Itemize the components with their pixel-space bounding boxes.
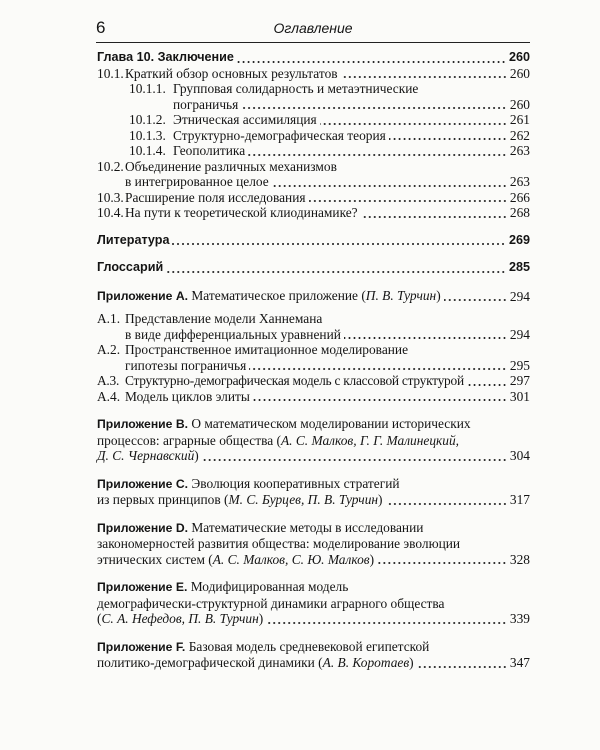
toc-item[interactable]	[97, 159, 530, 190]
item-title: Представление модели Ханнемана	[125, 311, 323, 326]
appendix-title-cont: процессов: аграрные общества (	[97, 432, 281, 448]
toc-literature[interactable]	[97, 233, 530, 249]
appendix-name: Приложение С.	[97, 476, 189, 491]
page-ref: 266	[509, 189, 530, 205]
item-number: 10.1.	[97, 65, 124, 81]
dot-leader	[202, 459, 507, 461]
toc-item[interactable]	[97, 128, 530, 144]
appendix-author: М. С. Бурцев, П. В. Турчин	[228, 492, 379, 507]
page-ref: 294	[509, 288, 530, 304]
toc-appendix-f[interactable]: Приложение F. Базовая модель средневековой египетской политико-демографической динамики (А. В. Коротаев) 347	[97, 638, 530, 670]
toc-item[interactable]	[97, 81, 530, 112]
dot-leader	[166, 271, 506, 273]
appendix-title: Математическое приложение (	[191, 287, 366, 303]
appendix-title-cont: этнических систем (	[97, 551, 213, 567]
item-number: А.3.	[97, 373, 120, 388]
page-ref: 328	[509, 551, 530, 567]
dot-leader	[253, 399, 507, 401]
toc-appendix-e[interactable]: Приложение Е. Модифицированная модель демографически-структурной динамики аграрного общества (С. А. Нефедов, П. В. Турчин) 339	[97, 579, 530, 626]
item-title: Краткий обзор основных результатов	[125, 65, 338, 81]
appendix-name: Приложение Е.	[97, 580, 188, 594]
dot-leader	[172, 243, 506, 245]
page-ref: 262	[509, 127, 530, 143]
toc-item[interactable]	[97, 311, 530, 342]
appendix-author: Д. С. Чернавский	[97, 448, 195, 463]
appendix-name: Приложение D.	[97, 520, 189, 535]
page-ref: 317	[509, 492, 530, 507]
appendix-title: О математическом моделировании исторических	[191, 416, 471, 431]
dot-leader	[344, 337, 507, 339]
page-ref: 347	[509, 655, 530, 670]
item-title: Структурно-демографическая теория	[173, 127, 386, 143]
appendix-author: А. В. Коротаев	[322, 655, 410, 670]
item-number: А.1.	[97, 311, 121, 326]
appendix-author: А. С. Малков, С. Ю. Малков	[212, 551, 370, 567]
toc-item[interactable]	[97, 112, 530, 128]
appendix-title-cont: политико-демографической динамики (	[97, 655, 323, 670]
item-title: Объединение различных механизмов	[125, 158, 337, 174]
toc-appendix-b[interactable]: Приложение В. О математическом моделировании исторических процессов: аграрные общества (А. С. Малков, Г. Г. Малинецкий, Д. С. Чернавский) 304	[97, 416, 530, 463]
item-number: А.2.	[97, 342, 121, 357]
appendix-title-cont: демографически-структурной динамики аграрного общества	[97, 595, 445, 611]
appendix-title: Модифицированная модель	[190, 579, 349, 594]
appendix-title: Базовая модель средневековой египетской	[188, 638, 430, 654]
page-ref: 260	[509, 65, 530, 81]
page-number: 6	[96, 18, 106, 37]
dot-leader	[272, 185, 507, 187]
toc-appendix-d[interactable]: Приложение D. Математические методы в исследовании закономерностей развития общества: моделирование эволюции этнических систем (А. С. Малков, С. Ю. Малков) 328	[97, 519, 530, 567]
toc-appendix-c[interactable]: Приложение С. Эволюция кооперативных стратегий из первых принципов (М. С. Бурцев, П. В. Турчин) 317	[97, 475, 530, 507]
appendix-name: Приложение А.	[97, 288, 189, 303]
dot-leader	[341, 76, 507, 78]
page-ref: 294	[509, 326, 530, 342]
dot-leader	[377, 562, 507, 564]
item-number: 10.1.1.	[129, 81, 166, 96]
page-ref: 339	[509, 611, 530, 626]
appendix-author: С. А. Нефедов, П. В. Турчин	[101, 611, 259, 626]
page-ref: 260	[508, 50, 530, 64]
page-ref: 295	[509, 357, 530, 373]
dot-leader	[361, 216, 507, 218]
toc-glossary[interactable]	[97, 260, 530, 276]
item-title: На пути к теоретической клиодинамике?	[125, 205, 358, 220]
item-number: 10.1.2.	[129, 112, 166, 127]
page-ref: 263	[509, 174, 530, 189]
dot-leader	[320, 123, 507, 125]
item-title: Структурно-демографическая модель с классовой структурой	[125, 373, 464, 388]
dot-leader	[389, 138, 507, 140]
toc-item[interactable]	[97, 143, 530, 159]
page-ref: 260	[509, 96, 530, 112]
page-ref: 263	[509, 143, 530, 158]
dot-leader	[467, 384, 507, 386]
item-number: 10.1.4.	[129, 143, 166, 158]
dot-leader	[241, 107, 507, 109]
item-number: 10.2.	[97, 158, 124, 174]
running-title: Оглавление	[273, 20, 353, 36]
item-number: А.4.	[97, 388, 121, 404]
page-header	[96, 18, 530, 43]
item-title-cont: пограничья	[173, 96, 239, 112]
toc-item[interactable]	[97, 66, 530, 82]
appendix-name: Приложение В.	[97, 417, 189, 431]
section-title: Литература	[97, 232, 170, 247]
dot-leader	[309, 200, 507, 202]
item-title: Модель циклов элиты	[125, 388, 250, 404]
item-title: Групповая солидарность и метаэтнические	[173, 81, 419, 96]
item-number: 10.1.3.	[129, 127, 166, 143]
item-number: 10.3.	[97, 189, 124, 205]
dot-leader	[237, 61, 506, 63]
appendix-name: Приложение F.	[97, 639, 186, 654]
appendix-author: А. С. Малков, Г. Г. Малинецкий,	[280, 432, 460, 448]
appendix-title-cont: закономерностей развития общества: моделирование эволюции	[97, 536, 461, 551]
item-title: Этническая ассимиляция	[173, 112, 317, 127]
toc-appendix-a[interactable]: Приложение А. Математическое приложение (П. В. Турчин) 294	[97, 287, 530, 304]
table-of-contents	[97, 50, 530, 671]
chapter-title: Глава 10. Заключение	[97, 50, 234, 64]
item-title-cont: в интегрированное целое	[125, 174, 269, 189]
section-title: Глоссарий	[97, 260, 164, 274]
toc-item[interactable]	[97, 205, 530, 221]
appendix-title-cont: из первых принципов (	[97, 492, 229, 507]
item-title-cont: гипотезы пограничья	[125, 357, 247, 373]
dot-leader	[266, 622, 507, 624]
page-ref: 304	[509, 448, 530, 463]
dot-leader	[386, 503, 507, 505]
appendix-title: Математические методы в исследовании	[191, 519, 424, 535]
toc-item[interactable]	[97, 389, 530, 405]
page-ref: 297	[509, 373, 530, 388]
page-ref: 268	[509, 205, 530, 220]
item-title-cont: в виде дифференциальных уравнений	[125, 326, 341, 342]
appendix-author: П. В. Турчин	[365, 287, 437, 303]
page-ref: 301	[509, 388, 530, 404]
item-title: Расширение поля исследования	[125, 189, 306, 205]
dot-leader	[249, 368, 507, 370]
dot-leader	[417, 666, 507, 668]
appendix-title: Эволюция кооперативных стратегий	[191, 475, 400, 491]
toc-item[interactable]	[97, 342, 530, 373]
page-ref: 285	[508, 260, 530, 274]
item-number: 10.4.	[97, 205, 124, 220]
item-title: Геополитика	[173, 143, 246, 158]
toc-item[interactable]	[97, 190, 530, 206]
toc-item[interactable]	[97, 373, 530, 389]
dot-leader	[444, 299, 507, 301]
page-ref: 261	[509, 112, 530, 127]
page-ref: 269	[508, 232, 530, 247]
toc-chapter-10[interactable]	[97, 50, 530, 66]
item-title: Пространственное имитационное моделирование	[125, 342, 409, 357]
dot-leader	[248, 154, 507, 156]
